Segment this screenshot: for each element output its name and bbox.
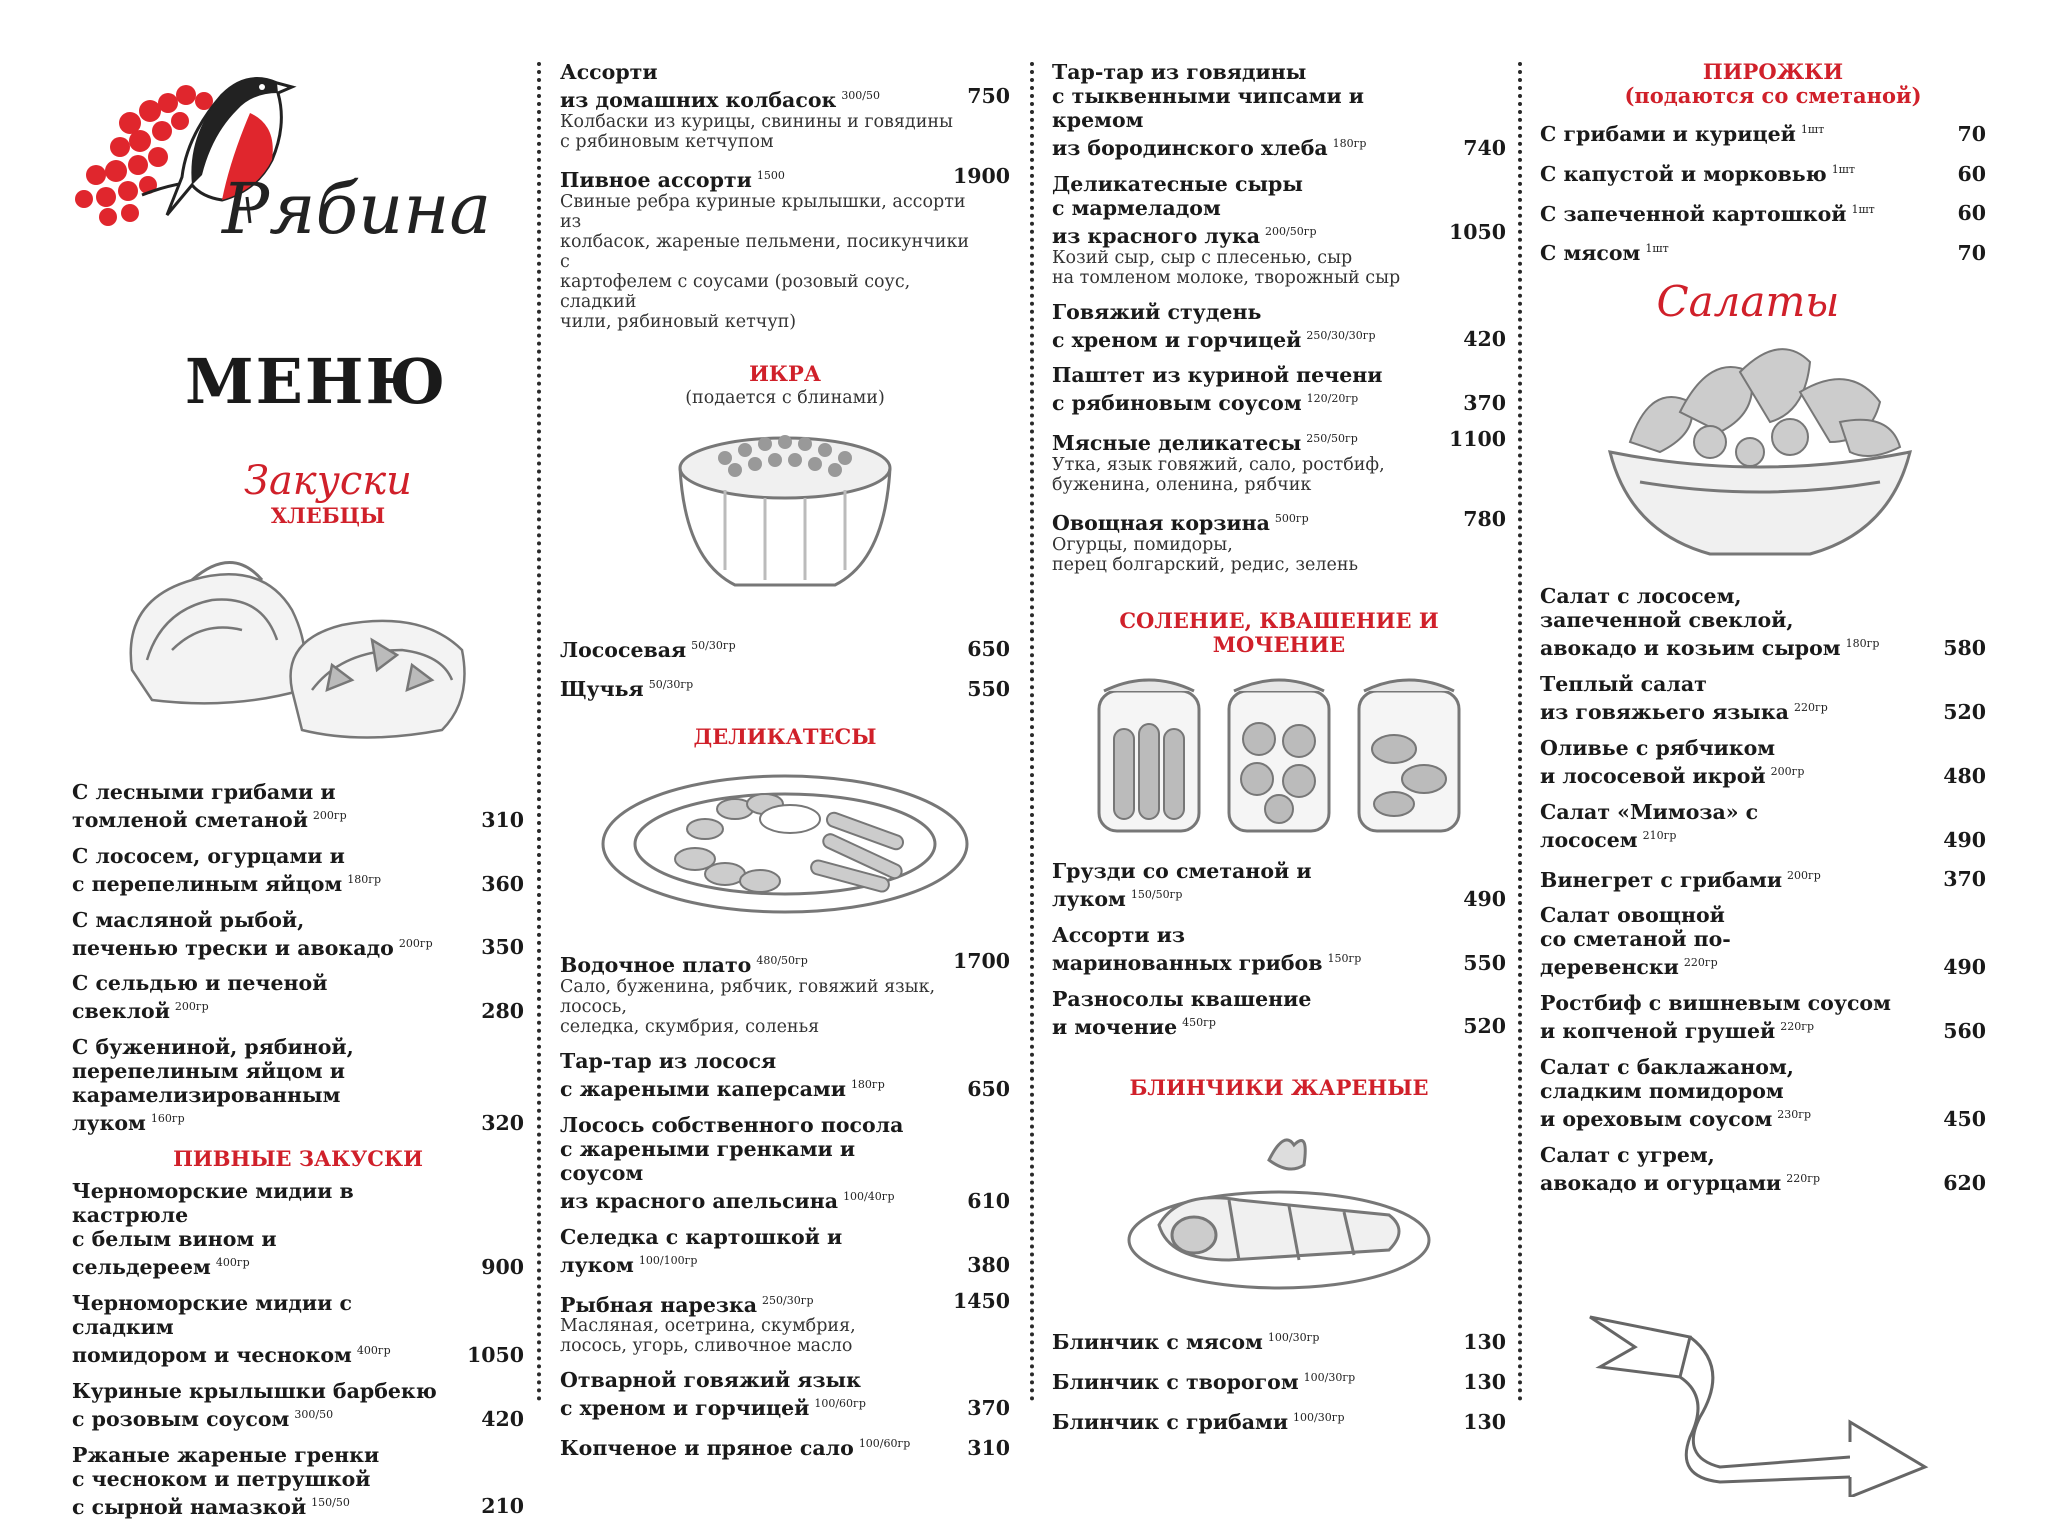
item-price: 1100 [1448,427,1506,452]
item-weight: 1шт [1800,123,1825,136]
item-price: 60 [1957,161,1986,186]
item-name-text: С запеченной картошкой [1540,201,1847,226]
item-name [1540,991,1986,1043]
menu-item [72,780,524,832]
item-weight: 1шт [1831,162,1855,176]
item-description: Огурцы, помидоры, перец болгарский, редис, зелень [1052,534,1359,575]
item-name [72,780,524,832]
item-price: 370 [1943,867,1986,892]
item-name-text: Овощная корзина [1052,510,1270,535]
item-name-text: С лососем, огурцами и с перепелиным яйцом [72,843,345,896]
item-weight: 150гр [1327,951,1362,965]
item-name [72,1291,524,1367]
item-name-text: С лесными грибами и томленой сметаной [72,780,336,832]
item-price: 370 [967,1396,1010,1421]
item-name-text: Паштет из куриной печени с рябиновым соусом [1052,363,1383,416]
item-price: 490 [1943,955,1986,980]
item-name [560,60,1010,112]
menu-item [1052,507,1506,575]
menu-item [1052,60,1506,160]
item-name [72,844,524,896]
item-description: Свиные ребра куриные крылышки, ассорти из колбасок, жареные пельмени, посикунчики с картофелем с соусами (розовый соус, сладкий чили, рябиновый кетчуп) [560,191,970,332]
menu-item [560,1432,1010,1460]
menu-item [1540,736,1986,788]
caviar-bowl-illustration-icon [665,420,905,600]
item-price: 360 [481,871,524,896]
menu-item [560,1289,1010,1357]
item-name-text: Водочное плато [560,953,752,978]
item-weight: 100/100гр [638,1253,698,1267]
item-weight: 200гр [174,1000,209,1014]
menu-item [1540,903,1986,979]
menu-item [560,1225,1010,1277]
item-name-text: Куриные крылышки барбекю с розовым соусом [72,1378,437,1431]
item-weight: 220гр [1683,956,1718,970]
item-name-text: Тар-тар из лосося с жареными каперсами [560,1049,846,1101]
item-price: 370 [1463,391,1506,416]
item-name [1540,903,1986,979]
item-weight: 100/40гр [843,1189,895,1203]
section-title-ikra: ИКРА [749,360,821,386]
item-price: 310 [481,807,524,832]
item-price: 550 [1463,950,1506,975]
item-price: 780 [1463,507,1506,532]
section-script-salaty: Салаты [1656,277,1840,327]
item-weight: 100/60гр [814,1397,866,1411]
item-name-text: С бужениной, рябиной, перепелиным яйцом и карамелизированным луком [72,1035,354,1136]
item-price: 620 [1943,1170,1986,1195]
bread-illustration-icon [112,540,492,760]
item-name-text: Ростбиф с вишневым соусом и копченой грушей [1540,991,1891,1044]
item-name [1052,172,1506,248]
item-weight: 200гр [312,809,347,822]
item-name [1540,736,1986,788]
item-price: 1900 [952,163,1010,188]
item-weight: 250/50гр [1306,432,1358,446]
divider [1518,62,1522,1402]
item-weight: 100/60гр [858,1437,911,1451]
menu-item [72,1291,524,1367]
item-price: 210 [481,1494,524,1519]
item-name-text: С мясом [1540,241,1641,266]
arrow-banner-icon [1580,1307,1940,1497]
section-title-pirozhki: ПИРОЖКИ [1702,59,1844,84]
menu-item [72,971,524,1023]
item-weight: 1шт [1645,242,1669,256]
item-weight: 50/30гр [648,678,694,692]
platter-illustration-icon [595,769,975,919]
menu-item [560,1368,1010,1420]
column-3 [1052,60,1506,1446]
menu-item [1052,300,1506,352]
item-name-text: С масляной рыбой, печенью трески и авокадо [72,907,394,960]
item-name-text: Черноморские мидии с сладким помидором и чесноком [72,1290,352,1367]
menu-item [72,1035,524,1135]
menu-item [1052,923,1506,975]
item-name [1540,584,1986,660]
section-sub-pirozhki: (подаются со сметаной) [1624,83,1922,108]
item-name [72,908,524,960]
item-name-text: Салат с баклажаном, сладким помидором и ореховым соусом [1540,1055,1794,1131]
item-weight: 160гр [150,1112,185,1126]
item-name-text: С сельдью и печеной свеклой [72,971,328,1024]
item-price: 380 [967,1252,1010,1277]
item-weight: 1500 [756,168,785,182]
item-name-text: Тар-тар из говядины с тыквенными чипсами и кремом из бородинского хлеба [1052,60,1365,160]
item-price: 490 [1463,886,1506,911]
item-name [1052,507,1506,535]
item-name-text: Блинчик с грибами [1052,1409,1289,1434]
menu-item [1052,363,1506,415]
item-weight: 180гр [1845,637,1880,651]
jars-illustration-icon [1079,669,1479,839]
item-description: Козий сыр, сыр с плесенью, сыр на томленом молоке, творожный сыр [1052,247,1401,288]
item-name-text: Блинчик с творогом [1052,1370,1299,1395]
item-weight: 450гр [1182,1015,1216,1029]
salad-bowl-illustration-icon [1600,332,1920,562]
item-weight: 100/30гр [1303,1371,1356,1385]
item-weight: 200гр [1787,868,1821,882]
item-price: 70 [1957,121,1986,146]
item-price: 420 [481,1406,524,1431]
item-name [560,1113,1010,1213]
item-name-text: Салат с угрем, авокадо и огурцами [1540,1142,1782,1195]
item-weight: 480/50гр [756,954,808,968]
item-name [560,1289,1010,1317]
item-name [1052,1406,1506,1434]
logo [72,65,524,250]
item-price: 130 [1463,1330,1506,1355]
menu-item [560,673,1010,701]
item-price: 320 [481,1111,524,1136]
item-weight: 200/50гр [1265,224,1317,238]
item-name-text: Пивное ассорти [560,167,752,192]
item-name-text: Черноморские мидии в кастрюле с белым вином и сельдереем [72,1179,354,1279]
item-name [1540,864,1986,892]
item-name [72,1379,524,1431]
menu-item [560,1113,1010,1213]
item-description: Утка, язык говяжий, сало, ростбиф, буженина, оленина, рябчик [1052,455,1385,496]
item-price: 130 [1463,1370,1506,1395]
item-weight: 180гр [1332,137,1367,150]
item-price: 520 [1463,1014,1506,1039]
item-weight: 150/50 [311,1495,350,1509]
item-price: 650 [967,637,1010,662]
item-name-text: Щучья [560,677,644,702]
item-name [1052,60,1506,160]
item-name-text: Деликатесные сыры с мармеладом из красного лука [1052,171,1303,248]
item-name-text: Салат овощной со сметаной по-деревенски [1540,903,1731,980]
item-weight: 400гр [215,1256,250,1270]
menu-item [72,1179,524,1279]
item-weight: 200гр [398,936,433,950]
item-weight: 120/20гр [1306,392,1359,406]
section-title-blinchiki: БЛИНЧИКИ ЖАРЕНЫЕ [1129,1075,1429,1101]
menu-item [1052,172,1506,288]
item-price: 550 [967,677,1010,702]
item-name-text: Блинчик с мясом [1052,1330,1263,1355]
menu-title: МЕНЮ [185,345,448,418]
menu-item [1052,987,1506,1039]
menu-item [1540,1143,1986,1195]
item-price: 130 [1463,1409,1506,1434]
item-price: 490 [1943,827,1986,852]
item-name-text: Ассорти из маринованных грибов [1052,922,1323,975]
item-description: Сало, буженина, рябчик, говяжий язык, лосось, селедка, скумбрия, соленья [560,977,936,1038]
item-name-text: Винегрет с грибами [1540,867,1783,892]
item-weight: 150/50гр [1130,887,1183,901]
item-name-text: Селедка с картошкой и луком [560,1224,843,1277]
item-price: 1450 [952,1288,1010,1313]
item-weight: 230гр [1777,1108,1812,1122]
item-name-text: Салат «Мимоза» с лососем [1540,799,1759,852]
item-price: 70 [1957,241,1986,266]
item-name-text: Лососевая [560,637,687,662]
item-name [1052,923,1506,975]
menu-item [1052,859,1506,911]
menu-item [1052,1366,1506,1394]
item-weight: 250/30гр [762,1293,814,1307]
item-name [560,673,1010,701]
divider [1030,62,1034,1402]
menu-item [72,1443,524,1519]
item-name-text: Рыбная нарезка [560,1292,758,1317]
item-weight: 1шт [1851,202,1875,216]
item-name [1540,198,1986,226]
item-name-text: Салат с лососем, запеченной свеклой, авокадо и козьим сыром [1540,584,1841,661]
item-name [1540,672,1986,724]
item-name-text: Лосось собственного посола с жареными гренками и соусом из красного апельсина [560,1112,904,1213]
item-weight: 200гр [1770,764,1805,778]
item-price: 480 [1943,763,1986,788]
item-description: Колбаски из курицы, свинины и говядины с рябиновым кетчупом [560,111,953,152]
item-name [1052,363,1506,415]
item-name-text: С капустой и морковью [1540,161,1827,186]
column-2 [560,60,1010,1472]
divider [537,62,541,1402]
menu-item [1052,427,1506,495]
item-name [560,1368,1010,1420]
item-weight: 220гр [1793,701,1828,715]
section-title-hlebcy: ХЛЕБЦЫ [270,503,386,528]
item-name [72,1035,524,1135]
menu-item [560,164,1010,332]
item-name [1052,1366,1506,1394]
menu-item [1540,991,1986,1043]
item-weight: 500гр [1274,512,1309,526]
item-name [560,1049,1010,1101]
item-price: 1050 [466,1342,524,1367]
section-script-zakuski: Закуски [244,458,412,504]
menu-item [72,908,524,960]
item-price: 580 [1943,636,1986,661]
item-weight: 250/30/30гр [1306,328,1376,342]
item-name-text: Грузди со сметаной и луком [1052,858,1312,911]
menu-item [72,844,524,896]
item-weight: 220гр [1780,1020,1815,1034]
item-weight: 300/50 [294,1407,334,1421]
pancakes-illustration-icon [1119,1120,1439,1300]
menu-item [1540,672,1986,724]
item-weight: 400гр [356,1343,391,1357]
item-price: 350 [481,935,524,960]
menu-item [1540,118,1986,146]
menu-item [1540,198,1986,226]
item-price: 900 [481,1254,524,1279]
item-price: 1700 [952,949,1010,974]
item-weight: 210гр [1642,828,1677,842]
item-name [560,1225,1010,1277]
brand-name: Рябина [222,168,492,250]
column-4 [1540,60,1986,1497]
item-name [1052,859,1506,911]
menu-item [1540,864,1986,892]
item-name-text: Ассорти из домашних колбасок [560,60,837,112]
item-name [1052,300,1506,352]
menu-item [1540,800,1986,852]
item-name [1540,237,1986,265]
item-price: 520 [1943,699,1986,724]
menu-item [560,1049,1010,1101]
menu-item [560,60,1010,152]
section-title-pivnye: ПИВНЫЕ ЗАКУСКИ [173,1146,423,1172]
menu-item [1052,1326,1506,1354]
item-name [1052,1326,1506,1354]
section-title-solenie: СОЛЕНИЕ, КВАШЕНИЕ И МОЧЕНИЕ [1119,607,1439,657]
column-zakuski [72,60,524,1530]
item-name-text: С грибами и курицей [1540,121,1796,146]
item-description: Масляная, осетрина, скумбрия, лосось, угорь, сливочное масло [560,1316,856,1357]
menu-item [1540,584,1986,660]
item-name [1540,158,1986,186]
item-name [560,164,1010,192]
item-weight: 180гр [850,1078,885,1092]
menu-item [72,1379,524,1431]
item-name-text: Копченое и пряное сало [560,1436,854,1461]
item-name [1540,1143,1986,1195]
item-name [560,634,1010,662]
item-name-text: Теплый салат из говяжьего языка [1540,672,1789,724]
item-name-text: Оливье с рябчиком и лососевой икрой [1540,735,1776,788]
item-name-text: Мясные деликатесы [1052,431,1302,456]
menu-item [560,634,1010,662]
item-weight: 180гр [347,872,382,886]
item-weight: 300/50 [841,89,881,102]
item-price: 610 [967,1188,1010,1213]
item-weight: 100/30гр [1267,1331,1320,1345]
item-price: 280 [481,999,524,1024]
item-name [560,1432,1010,1460]
item-price: 310 [967,1436,1010,1461]
item-name [1540,800,1986,852]
item-price: 1050 [1448,219,1506,244]
item-price: 560 [1943,1019,1986,1044]
item-weight: 220гр [1786,1171,1821,1185]
menu-item [1540,237,1986,265]
menu-item [1540,1055,1986,1131]
item-name [1540,118,1986,146]
item-price: 420 [1463,327,1506,352]
menu-item [560,949,1010,1037]
item-weight: 100/30гр [1293,1411,1345,1425]
menu-item [1540,158,1986,186]
item-price: 740 [1463,135,1506,160]
item-name [560,949,1010,977]
menu-item [1052,1406,1506,1434]
item-name [1052,987,1506,1039]
rowan-bird-logo-icon [72,65,532,250]
section-title-delikatesy: ДЕЛИКАТЕСЫ [693,724,877,750]
item-name [72,971,524,1023]
item-name-text: Ржаные жареные гренки с чесноком и петрушкой с сырной намазкой [72,1442,380,1519]
item-price: 450 [1943,1106,1986,1131]
section-sub-ikra: (подается с блинами) [685,387,885,408]
item-name [72,1443,524,1519]
item-name-text: Разносолы квашение и мочение [1052,986,1312,1039]
item-price: 60 [1957,201,1986,226]
item-weight: 50/30гр [691,638,736,652]
item-name [1540,1055,1986,1131]
item-name-text: Отварной говяжий язык с хреном и горчицей [560,1368,861,1421]
item-name [1052,427,1506,455]
item-price: 750 [967,84,1010,108]
item-name [72,1179,524,1279]
item-name-text: Говяжий студень с хреном и горчицей [1052,299,1302,352]
item-price: 650 [967,1076,1010,1101]
